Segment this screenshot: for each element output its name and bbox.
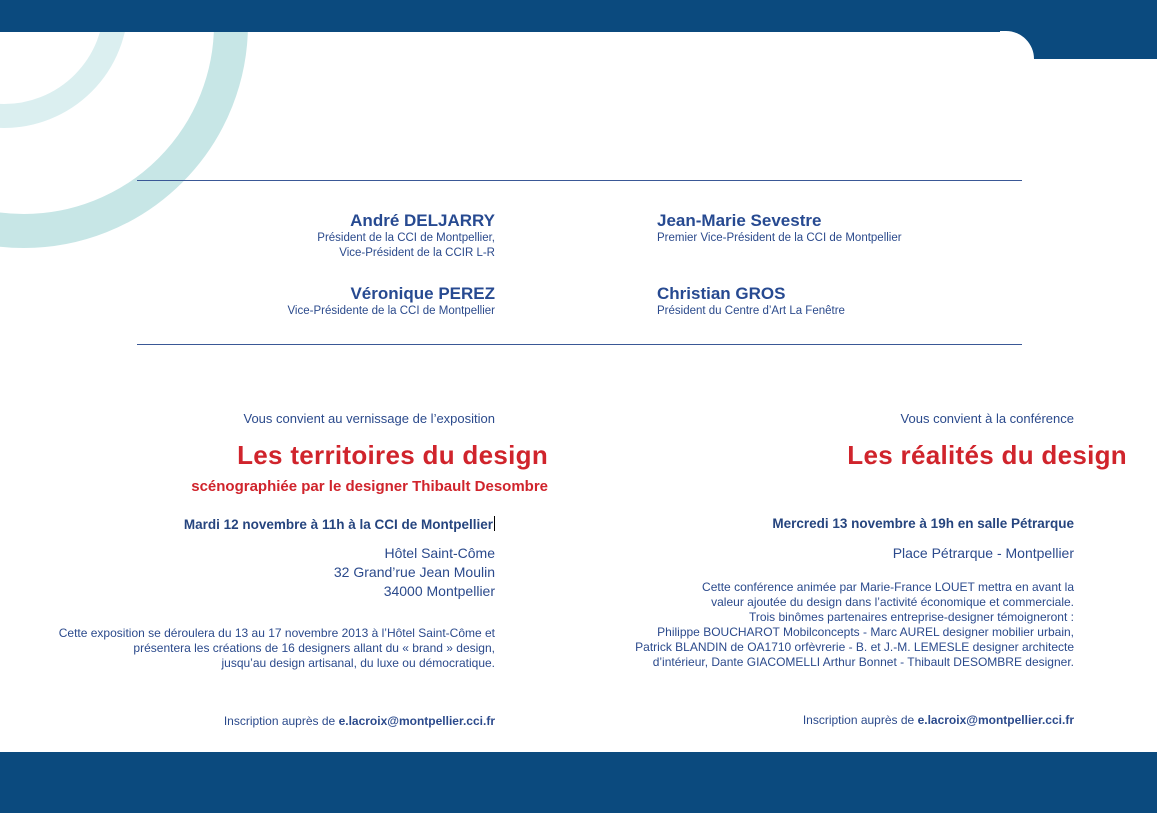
inscription-label: Inscription auprès de xyxy=(802,713,915,727)
host-perez xyxy=(95,284,495,319)
exhibition-intro: Vous convient au vernissage de l’exposition xyxy=(243,411,495,426)
text-cursor xyxy=(494,516,495,531)
exhibition-date-text: Mardi 12 novembre à 11h à la CCI de Montpellier xyxy=(183,517,493,532)
host-role: Président de la CCI de Montpellier, xyxy=(317,232,495,244)
description-line: d’intérieur, Dante GIACOMELLI Arthur Bonnet - Thibault DESOMBRE designer. xyxy=(652,655,1074,669)
conference-intro: Vous convient à la conférence xyxy=(900,411,1074,426)
divider-bottom xyxy=(137,344,1022,345)
exhibition-subtitle: scénographiée par le designer Thibault Desombre xyxy=(191,478,548,495)
description-line: Patrick BLANDIN de OA1710 orfèvrerie - B. et J.-M. LEMESLE designer architecte xyxy=(635,640,1074,654)
conference-date: Mercredi 13 novembre à 19h en salle Pétrarque xyxy=(772,516,1074,531)
description-line: Cette conférence animée par Marie-France LOUET mettra en avant la xyxy=(702,580,1074,594)
conference-title: Les réalités du design xyxy=(847,440,1127,470)
inscription-email-link[interactable]: e.lacroix@montpellier.cci.fr xyxy=(917,713,1074,727)
description-line: Cette exposition se déroulera du 13 au 17 novembre 2013 à l’Hôtel Saint-Côme et xyxy=(58,626,495,640)
inscription-label: Inscription auprès de xyxy=(223,714,336,728)
description-line: Philippe BOUCHAROT Mobilconcepts - Marc AUREL designer mobilier urbain, xyxy=(657,625,1074,639)
exhibition-description xyxy=(15,626,495,671)
host-role: Premier Vice-Président de la CCI de Montpellier xyxy=(657,232,902,244)
address-line: 32 Grand’rue Jean Moulin xyxy=(333,564,495,580)
inscription-email-link[interactable]: e.lacroix@montpellier.cci.fr xyxy=(338,714,495,728)
host-name: Jean-Marie Sevestre xyxy=(657,211,822,230)
host-role: Président du Centre d’Art La Fenêtre xyxy=(657,305,845,317)
conference-description xyxy=(554,580,1074,670)
bottom-band xyxy=(0,752,1157,813)
host-gros xyxy=(657,284,1057,319)
divider-top xyxy=(137,180,1022,181)
description-line: valeur ajoutée du design dans l’activité économique et commerciale. xyxy=(711,595,1074,609)
host-role: Vice-Président de la CCIR L-R xyxy=(339,247,495,259)
address-line: 34000 Montpellier xyxy=(383,583,495,599)
description-line: jusqu’au design artisanal, du luxe ou démocratique. xyxy=(221,656,495,670)
exhibition-inscription xyxy=(0,714,495,728)
host-name: Véronique PEREZ xyxy=(350,284,495,303)
host-role: Vice-Présidente de la CCI de Montpellier xyxy=(287,305,495,317)
host-deljarry xyxy=(95,211,495,261)
exhibition-date xyxy=(0,516,495,532)
description-line: présentera les créations de 16 designers allant du « brand » design, xyxy=(133,641,495,655)
conference-place: Place Pétrarque - Montpellier xyxy=(892,545,1074,561)
top-band xyxy=(0,0,1157,32)
exhibition-title: Les territoires du design xyxy=(237,440,548,470)
conference-inscription xyxy=(574,713,1074,727)
address-line: Hôtel Saint-Côme xyxy=(384,545,495,561)
host-name: Christian GROS xyxy=(657,284,786,303)
host-name: André DELJARRY xyxy=(350,211,495,230)
host-sevestre xyxy=(657,211,1057,246)
description-line: Trois binômes partenaires entreprise-designer témoigneront : xyxy=(748,610,1074,624)
exhibition-address xyxy=(95,544,495,601)
